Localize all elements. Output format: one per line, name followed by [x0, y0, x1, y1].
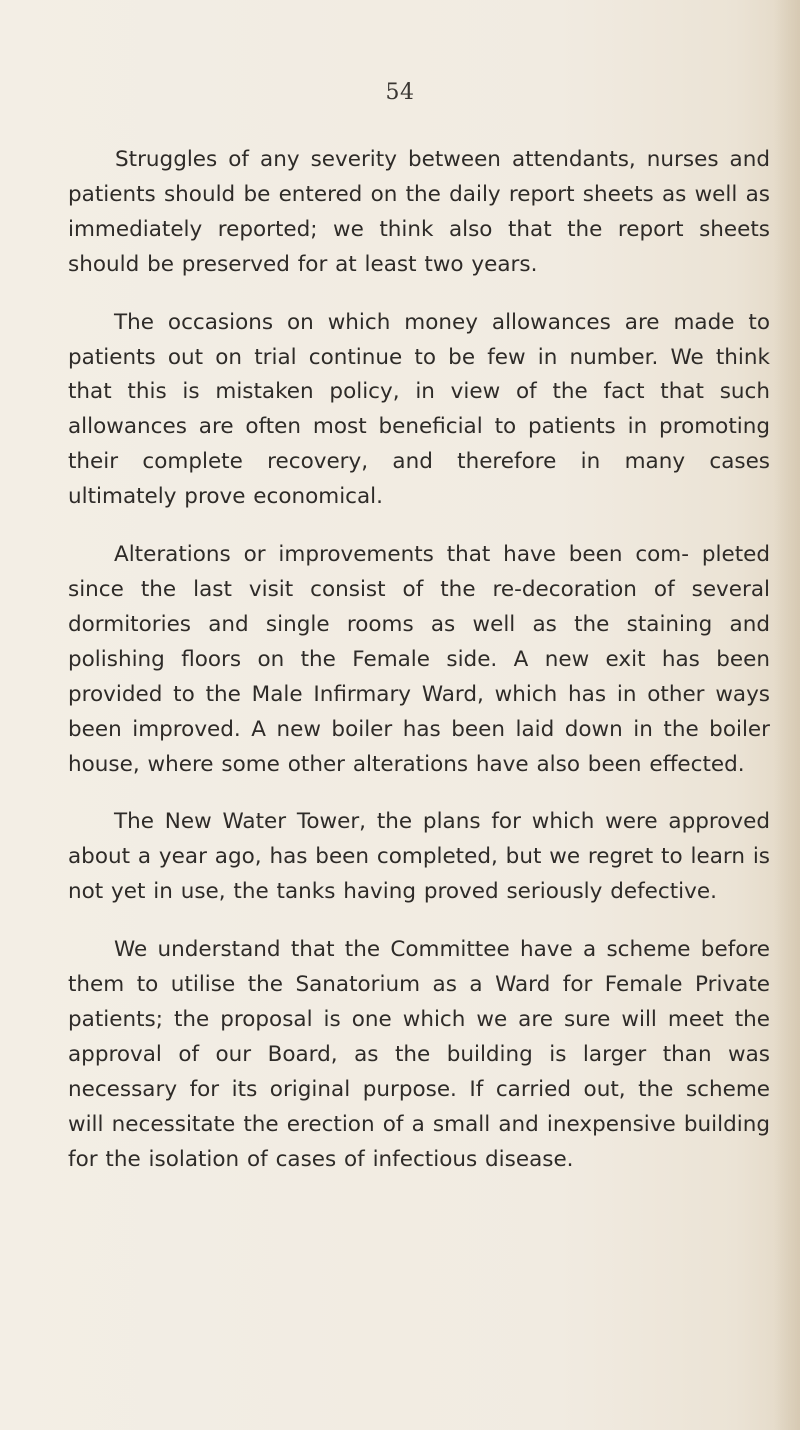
page-number: 54: [385, 80, 415, 105]
page-edge-shadow: [774, 0, 800, 1430]
paragraph-sanatorium: We understand that the Committee have a scheme before them to utilise the Sanatorium as a Ward for Female Private patients; the proposal is one which we are sure will meet the approval of our Board, as the building is larger than was necessary for its original purpose. If carried out, the scheme will necessitate the erection of a small and inexpensive building for the isolation of cases of infectious disease.: [68, 937, 770, 1172]
paragraph-water-tower: The New Water Tower, the plans for which were approved about a year ago, has been completed, but we regret to learn is not yet in use, the tanks having proved seriously defective.: [68, 809, 770, 905]
paragraph-alterations: Alterations or improvements that have been com- pleted since the last visit consist of the re-decoration of several dormitories and single rooms as well as the staining and polishing floors on the Female side. A new exit has been provided to the Male Infirmary Ward, which has in other ways been improved. A new boiler has been laid down in the boiler house, where some other alterations have also been effected.: [68, 542, 770, 777]
paragraph-struggles: Struggles of any severity between attendants, nurses and patients should be entered on the daily report sheets as well as immediately reported; we think also that the report sheets should be preserved for at least two years.: [68, 147, 770, 277]
body-text: [68, 143, 770, 1177]
paragraph-money-allowances: The occasions on which money allowances are made to patients out on trial continue to be few in number. We think that this is mistaken policy, in view of the fact that such allowances are often most beneficial to patients in promoting their complete recovery, and therefore in many cases ultimately prove economical.: [68, 309, 770, 510]
